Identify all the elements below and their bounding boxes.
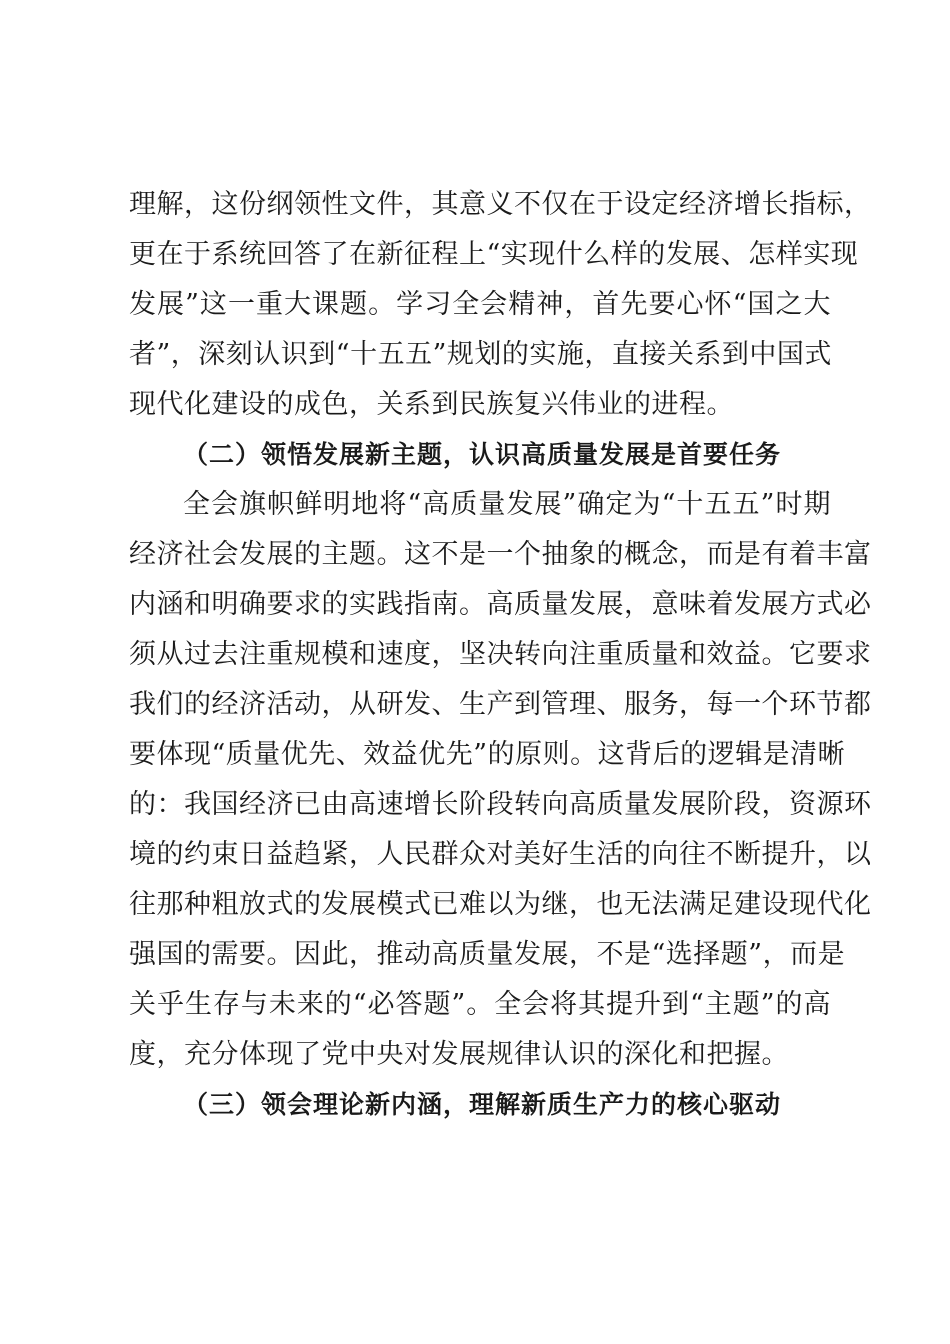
paragraph-2-line-3: 内涵和明确要求的实践指南。高质量发展，意味着发展方式必	[129, 589, 872, 620]
paragraph-2-line-4: 须从过去注重规模和速度，坚决转向注重质量和效益。它要求	[129, 639, 872, 670]
paragraph-2-line-11: 关乎生存与未来的“必答题”。全会将其提升到“主题”的高	[129, 989, 831, 1020]
paragraph-1-line-5: 现代化建设的成色，关系到民族复兴伟业的进程。	[129, 389, 734, 420]
paragraph-2-line-9: 往那种粗放式的发展模式已难以为继，也无法满足建设现代化	[129, 889, 872, 920]
paragraph-1-line-2: 更在于系统回答了在新征程上“实现什么样的发展、怎样实现	[129, 239, 859, 270]
paragraph-2-line-12: 度，充分体现了党中央对发展规律认识的深化和把握。	[129, 1039, 789, 1070]
paragraph-2-line-5: 我们的经济活动，从研发、生产到管理、服务，每一个环节都	[129, 689, 872, 720]
paragraph-1-line-3: 发展”这一重大课题。学习全会精神，首先要心怀“国之大	[129, 289, 831, 320]
paragraph-2-line-10: 强国的需要。因此，推动高质量发展，不是“选择题”，而是	[129, 939, 846, 970]
paragraph-2-line-6: 要体现“质量优先、效益优先”的原则。这背后的逻辑是清晰	[129, 739, 846, 770]
section-heading-2: （二）领悟发展新主题，认识高质量发展是首要任务	[183, 440, 782, 469]
paragraph-2-line-8: 境的约束日益趋紧，人民群众对美好生活的向往不断提升，以	[129, 839, 872, 870]
section-heading-3: （三）领会理论新内涵，理解新质生产力的核心驱动	[183, 1090, 782, 1119]
paragraph-1-line-4: 者”，深刻认识到“十五五”规划的实施，直接关系到中国式	[129, 339, 832, 370]
paragraph-1-line-1: 理解，这份纲领性文件，其意义不仅在于设定经济增长指标，	[129, 189, 872, 220]
paragraph-2-line-2: 经济社会发展的主题。这不是一个抽象的概念，而是有着丰富	[129, 539, 872, 570]
paragraph-2-line-7: 的：我国经济已由高速增长阶段转向高质量发展阶段，资源环	[129, 789, 872, 820]
paragraph-2-line-1: 全会旗帜鲜明地将“高质量发展”确定为“十五五”时期	[183, 489, 831, 520]
